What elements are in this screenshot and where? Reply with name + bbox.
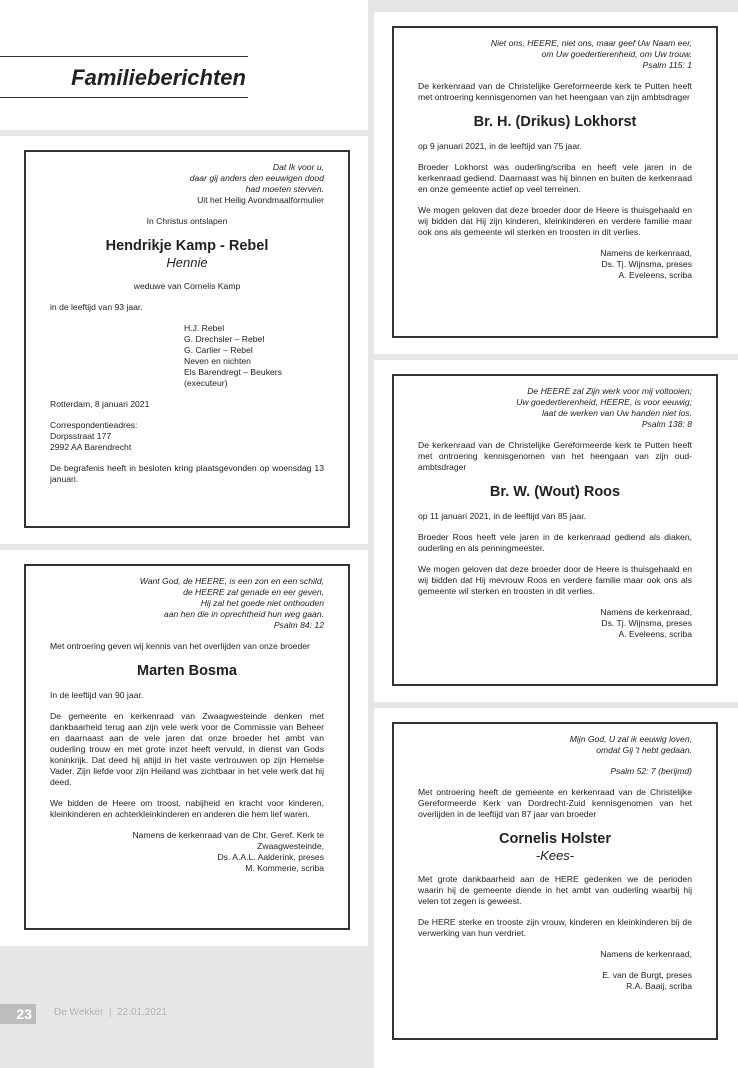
funeral-text: De begrafenis heeft in besloten kring plaatsgevonden op woensdag 13 januari. [50,463,324,484]
body-text: We mogen geloven dat deze broeder door de Heere is thuisgehaald en wij bidden dat Hij mevrouw Roos en verdere familie maar ook ons als gemeente wil sterken en troosten in dit verlies. [418,564,692,596]
page-number: 23 [0,1004,36,1024]
relatives-list [50,323,324,389]
verse-source: Psalm 52: 7 (berijmd) [610,766,692,776]
body-text: We bidden de Heere om troost, nabijheid en kracht voor kinderen, kleinkinderen en achterkleinkinderen en anderen die hem lief waren. [50,798,324,819]
intro-text: De kerkenraad van de Christelijke Gereformeerde kerk te Putten heeft met ontroering kennisgenomen van het heengaan van zijn oud-ambtsdrager [418,440,692,472]
deceased-name: Br. W. (Wout) Roos [489,484,621,500]
date-text: op 9 januari 2021, in de leeftijd van 75 jaar. [418,141,582,151]
bible-verse: De HEERE zal Zijn werk voor mij voltooien; Uw goedertierenheid, HEERE, is voor eeuwig; laat de werken van Uw handen niet los. [516,386,692,418]
bible-verse: Dat Ik voor u, daar gij anders den eeuwigen dood had moeten sterven. [189,162,324,194]
body-text: Broeder Lokhorst was ouderling/scriba en heeft vele jaren in de kerkenraad gediend. Daarnaast was hij binnen en buiten de kerkenraad en onze gemeente actief op veel terreinen. [418,162,692,194]
deceased-name: Marten Bosma [137,663,237,679]
relative-item: (executeur) [184,378,228,388]
age-text: In de leeftijd van 90 jaar. [50,690,144,700]
notice-roos [392,374,718,686]
deceased-name: Cornelis Holster [499,831,611,847]
bible-verse: Niet ons, HEERE, niet ons, maar geef Uw Naam eer, om Uw goedertierenheid, om Uw trouw. [490,38,692,59]
address-street: Dorpsstraat 177 [50,431,112,441]
title-rule-bottom [0,97,248,98]
widow-of: weduwe van Cornelis Kamp [133,281,241,291]
date-text: op 11 januari 2021, in de leeftijd van 85 jaar. [418,511,587,521]
intro-text: De kerkenraad van de Christelijke Gereformeerde kerk te Putten heeft met ontroering kennisgenomen van het heengaan van zijn ambtsdrager [418,81,692,102]
signature: Namens de kerkenraad, Ds. Tj. Wijnsma, preses A. Eveleens, scriba [600,607,692,639]
verse-source: Psalm 84: 12 [273,620,324,630]
signature: Namens de kerkenraad, Ds. Tj. Wijnsma, preses A. Eveleens, scriba [600,248,692,280]
body-text: We mogen geloven dat deze broeder door de Heere is thuisgehaald en wij bidden dat Hij zijn kinderen, kleinkinderen en verdere familie maar ook ons als gemeente wil sterken en troosten in dit verlies. [418,205,692,237]
relative-item: G. Carlier – Rebel [184,345,253,355]
address-label: Correspondentieadres: [50,420,138,430]
age-text: in de leeftijd van 93 jaar. [50,302,143,312]
section-header [0,56,248,98]
publication-info: De Wekker | 22.01.2021 [54,1007,168,1018]
verse-source: Psalm 115: 1 [642,60,692,70]
address-city: 2992 AA Barendrecht [50,442,132,452]
relative-item: Els Barendregt – Beukers [184,367,282,377]
deceased-name: Br. H. (Drikus) Lokhorst [473,114,637,130]
relative-item: Neven en nichten [184,356,251,366]
intro-text: In Christus ontslapen [146,216,228,226]
body-text: Broeder Roos heeft vele jaren in de kerkenraad gediend als diaken, ouderling en als penningmeester. [418,532,692,553]
relative-item: G. Drechsler – Rebel [184,334,265,344]
signature: Namens de kerkenraad van de Chr. Geref. Kerk te Zwaagwesteinde, Ds. A.A.L. Aalderink, preses M. Kommerie, scriba [132,830,324,873]
body-text: Met grote dankbaarheid aan de HERE gedenken we de perioden waarin hij de gemeente diende in het ambt van ouderling waarbij hij velen tot zegen is geweest. [418,874,692,906]
deceased-nickname: Hennie [166,255,208,270]
relative-item: H.J. Rebel [184,323,225,333]
verse-source: Psalm 138: 8 [641,419,692,429]
verse-source: Uit het Heilig Avondmaalformulier [197,195,324,205]
signature: E. van de Burgt, preses R.A. Baaij, scriba [602,970,692,991]
bible-verse: Mijn God, U zal ik eeuwig loven, omdat Gij 't hebt gedaan. [569,734,692,755]
notice-kamp [24,150,350,528]
deceased-nickname: -Kees- [535,848,575,863]
notice-lokhorst [392,26,718,338]
body-text: De HERE sterke en trooste zijn vrouw, kinderen en kleinkinderen bij de verwerking van hun verdriet. [418,917,692,938]
intro-text: Met ontroering heeft de gemeente en kerkenraad van de Christelijke Gereformeerde Kerk van Dordrecht-Zuid kennisgenomen van het overlijden in de leeftijd van 87 jaar van broeder [418,787,692,819]
notice-holster [392,722,718,1040]
page-title: Familieberichten [71,65,246,90]
body-text: De gemeente en kerkenraad van Zwaagwesteinde denken met dankbaarheid terug aan zijn vele werk voor de Commissie van Beheer en daarnaast aan de vele jaren dat onze broeder het ambt van ouderling trouw en met grote inzet heeft vervuld, in dienst van Gods koninkrijk. Dat deed hij altijd in het vaste vertrouwen op zijn Hemelse Vader. Zijn liefde voor zijn Heiland was zichtbaar in het vele werk dat hij deed. [50,711,324,787]
bible-verse: Want God, de HEERE, is een zon en een schild, de HEERE zal genade en eer geven, Hij zal het goede niet onthouden aan hen die in oprechtheid hun weg gaan. [139,576,324,619]
deceased-name: Hendrikje Kamp - Rebel [105,238,269,254]
signature-label: Namens de kerkenraad, [600,949,692,959]
place-date: Rotterdam, 8 januari 2021 [50,399,150,409]
intro-text: Met ontroering geven wij kennis van het overlijden van onze broeder [50,641,310,651]
notice-bosma [24,564,350,930]
